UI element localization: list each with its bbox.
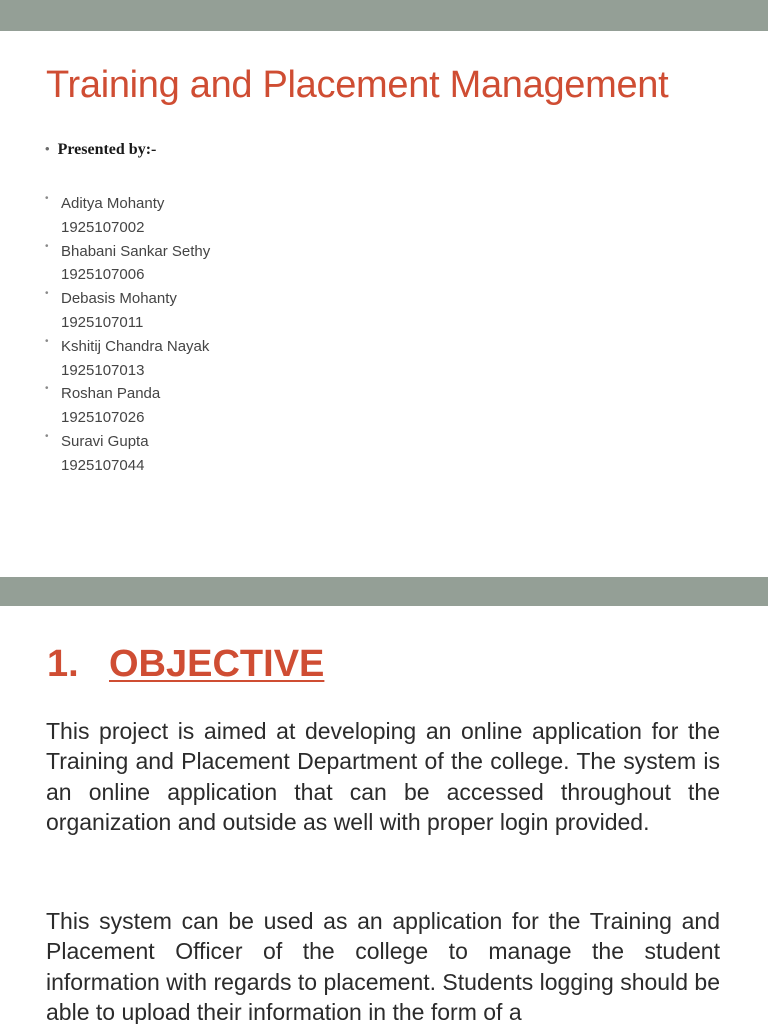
bullet-icon: •: [45, 193, 49, 204]
slide-header-bar: [0, 0, 768, 31]
section-number: 1.: [47, 643, 79, 685]
member-list: [45, 192, 210, 478]
presented-by-label: [45, 141, 156, 159]
member-name: Aditya Mohanty: [61, 195, 165, 212]
member-item: [45, 382, 210, 430]
member-roll-number: 1925107013: [61, 361, 145, 379]
objective-paragraph-1: This project is aimed at developing an online application for the Training and Placement Department of the college. The system is an online application that can be accessed throughout the organization and outside as well with proper login provided.: [46, 718, 720, 835]
member-roll-number: 1925107011: [61, 313, 144, 331]
bullet-icon: •: [45, 141, 50, 156]
member-name: Bhabani Sankar Sethy: [61, 242, 211, 260]
member-roll-number: 1925107044: [61, 456, 145, 474]
member-item: [45, 240, 210, 288]
objective-paragraph-2: This system can be used as an application for the Training and Placement Officer of the college to manage the student information with regards to placement. Students logging should be able to upload their information in the form of a: [46, 908, 720, 1024]
bullet-icon: •: [45, 430, 49, 442]
bullet-icon: •: [45, 240, 49, 252]
member-name: Roshan Panda: [61, 385, 161, 403]
member-item: [45, 192, 210, 240]
member-roll-number: 1925107006: [61, 266, 145, 284]
member-name: Kshitij Chandra Nayak: [61, 337, 210, 355]
member-roll-number: 1925107002: [61, 218, 145, 236]
bullet-icon: •: [45, 335, 49, 347]
member-roll-number: 1925107026: [61, 409, 145, 427]
slide-title: Training and Placement Management: [46, 64, 669, 106]
presented-by-text: Presented by:-: [57, 141, 157, 158]
member-name: Debasis Mohanty: [61, 290, 177, 308]
section-title: OBJECTIVE: [109, 643, 325, 685]
section-heading: [47, 643, 324, 686]
member-item: [45, 335, 210, 383]
member-item: [45, 287, 210, 335]
member-name: Suravi Gupta: [61, 432, 149, 450]
bullet-icon: •: [45, 383, 49, 395]
bullet-icon: •: [45, 288, 49, 300]
slide-header-bar: [0, 577, 768, 606]
member-item: [45, 430, 210, 478]
objective-slide: [0, 577, 768, 1024]
